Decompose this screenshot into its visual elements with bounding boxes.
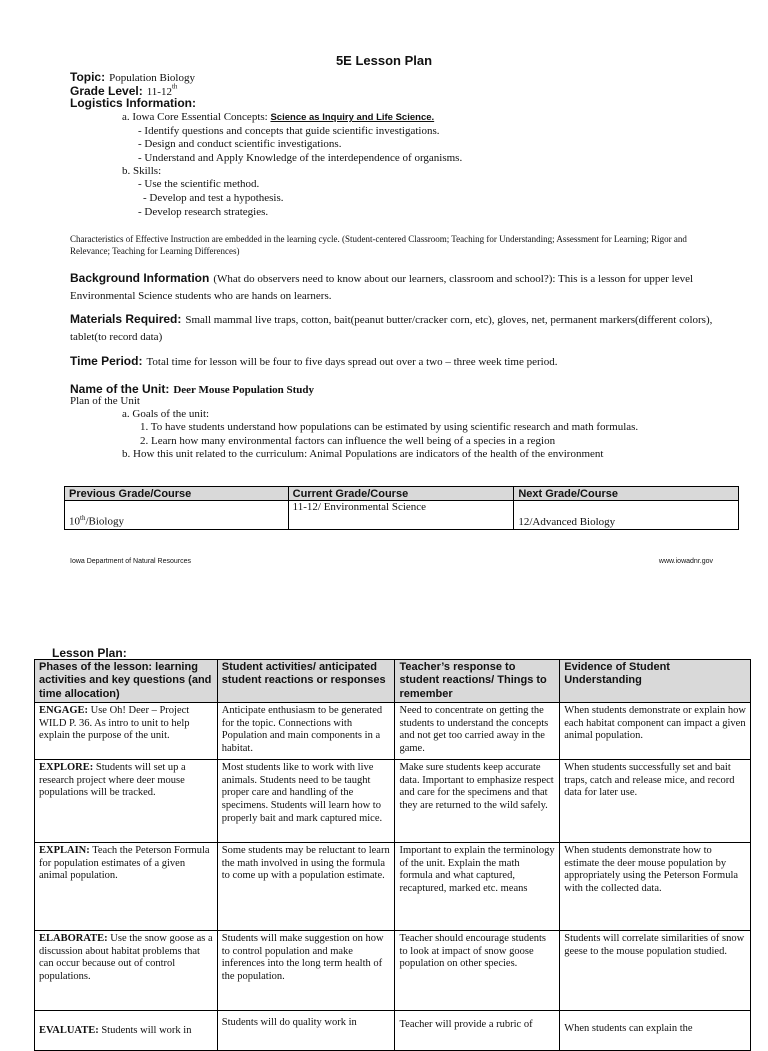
table-row [35,843,751,931]
logistics-a-item: - Identify questions and concepts that guide scientific investigations. [138,125,440,137]
unit-name-value: Deer Mouse Population Study [173,384,315,396]
student-cell: Students will make suggestion on how to control population and make inferences into the long term health of the population. [217,931,395,1011]
student-cell: Anticipate enthusiasm to be generated for the topic. Connections with Population and main components in a habitat. [217,703,395,760]
phase-text: Use Oh! Deer – Project WILD P. 36. As intro to unit to help explain the purpose of the unit. [39,705,190,742]
course-next: 12/Advanced Biology [514,501,739,530]
page-title: 5E Lesson Plan [335,53,433,68]
table-row [35,760,751,843]
evidence-cell: When students can explain the [560,1011,751,1051]
logistics-a-item: - Understand and Apply Knowledge of the interdependence of organisms. [138,152,463,164]
materials-text: Small mammal live traps, cotton, bait(peanut butter/cracker corn, etc), gloves, net, permanent markers(different colors), tablet(to record data) [70,314,713,343]
footer-left: Iowa Department of Natural Resources [70,558,191,565]
phase-text: Use the snow goose as a discussion about habitat problems that can occur because out of control populations. [39,933,213,982]
background-text: (What do observers need to know about our learners, classroom and school?): This is a lesson for upper level Environmental Science students who are hands on learners. [70,273,694,302]
phase-cell [35,703,218,760]
course-header-current: Current Grade/Course [288,487,514,501]
table-row [35,1011,751,1051]
lesson-header-teacher: Teacher’s response to student reactions/ Things to remember [395,660,560,703]
lesson-plan-label: Lesson Plan: [52,646,127,660]
logistics-b-item: - Use the scientific method. [138,178,260,190]
unit-plan-label: Plan of the Unit [70,395,140,407]
logistics-b-item: - Develop research strategies. [138,206,269,218]
phase-label: ENGAGE: [39,705,89,717]
course-previous-rest: /Biology [85,516,124,528]
lesson-header-row [35,660,751,703]
logistics-b-item: - Develop and test a hypothesis. [143,192,284,204]
teacher-cell: Teacher will provide a rubric of [395,1011,560,1051]
teacher-cell: Need to concentrate on getting the students to understand the concepts and not get too carried away in the game. [395,703,560,760]
logistics-a-prefix: a. Iowa Core Essential Concepts: [122,111,268,123]
phase-label: ELABORATE: [39,933,108,945]
logistics-a-item: - Design and conduct scientific investigations. [138,138,342,150]
core-concepts-link: Science as Inquiry and Life Science. [270,112,435,123]
phase-text: Students will set up a research project where deer mouse populations will be tracked. [39,762,186,799]
phase-cell [35,843,218,931]
unit-name-label: Name of the Unit: [70,382,170,396]
phase-label: EVALUATE: [39,1025,99,1037]
student-cell: Most students like to work with live animals. Students need to be taught proper care and handling of the specimens. Students will learn how to properly bait and mark captured mice. [217,760,395,843]
phase-cell [35,1011,218,1051]
unit-goal: 1. To have students understand how populations can be estimated by using scientific research and math formulas. [140,421,639,433]
course-table [64,486,739,530]
phase-label: EXPLORE: [39,762,94,774]
unit-goal: 2. Learn how many environmental factors can influence the well being of a species in a region [140,435,556,447]
course-previous-sup: th [80,514,86,523]
unit-curriculum: b. How this unit related to the curriculum: Animal Populations are indicators of the health of the environment [122,448,604,460]
course-row [65,501,739,530]
phase-cell [35,931,218,1011]
table-row [35,703,751,760]
evidence-cell: When students demonstrate or explain how each habitat component can impact a given animal population. [560,703,751,760]
evidence-cell: When students successfully set and bait traps, catch and release mice, and record data for later use. [560,760,751,843]
teacher-cell: Important to explain the terminology of the unit. Explain the math formula and what captured, recaptured, marked etc. means [395,843,560,931]
background-label: Background Information [70,271,210,285]
course-current: 11-12/ Environmental Science [288,501,514,530]
logistics-a [122,111,434,125]
logistics-b-label: b. Skills: [122,165,162,177]
phase-text: Students will work in [98,1025,192,1037]
grade-sup: th [171,82,178,91]
characteristics-text: Characteristics of Effective Instruction are embedded in the learning cycle. (Student-centered Classroom; Teaching for Understanding; Assessment for Learning; Rigor and Relevance; Teaching for Learning Differences) [70,234,687,256]
unit-goals-label: a. Goals of the unit: [122,408,210,420]
time-period-section [70,352,760,370]
lesson-table [34,659,751,1051]
evidence-cell: When students demonstrate how to estimate the deer mouse population by appropriately using the Peterson Formula with the collected data. [560,843,751,931]
phase-cell [35,760,218,843]
materials-label: Materials Required: [70,312,182,326]
student-cell: Some students may be reluctant to learn the math involved in using the formula to come up with a population estimate. [217,843,395,931]
course-header-previous: Previous Grade/Course [65,487,289,501]
course-header-next: Next Grade/Course [514,487,739,501]
lesson-header-student: Student activities/ anticipated student reactions or responses [217,660,395,703]
course-header-row [65,487,739,501]
footer-right: www.iowadnr.gov [658,558,713,565]
lesson-header-evidence: Evidence of Student Understanding [560,660,751,703]
time-period-label: Time Period: [70,354,143,368]
course-previous-num: 10 [69,516,80,528]
lesson-header-phases: Phases of the lesson: learning activities and key questions (and time allocation) [35,660,218,703]
course-previous [65,501,289,530]
phase-label: EXPLAIN: [39,845,90,857]
topic-value: Population Biology [109,72,195,84]
time-period-text: Total time for lesson will be four to five days spread out over a two – three week time period. [146,356,558,368]
grade-value: 11-12 [146,86,172,98]
student-cell: Students will do quality work in [217,1011,395,1051]
logistics-label: Logistics Information: [70,96,196,110]
grade-label: Grade Level: [70,84,143,98]
background-section [70,270,750,303]
table-row [35,931,751,1011]
teacher-cell: Teacher should encourage students to look at impact of snow goose population on other species. [395,931,560,1011]
phase-text: Teach the Peterson Formula for population estimates of a given animal population. [39,845,210,882]
topic-label: Topic: [70,70,106,84]
evidence-cell: Students will correlate similarities of snow geese to the mouse population studied. [560,931,751,1011]
materials-section [70,311,750,344]
teacher-cell: Make sure students keep accurate data. Important to emphasize respect and care for the specimens and that they are returned to the wild safely. [395,760,560,843]
